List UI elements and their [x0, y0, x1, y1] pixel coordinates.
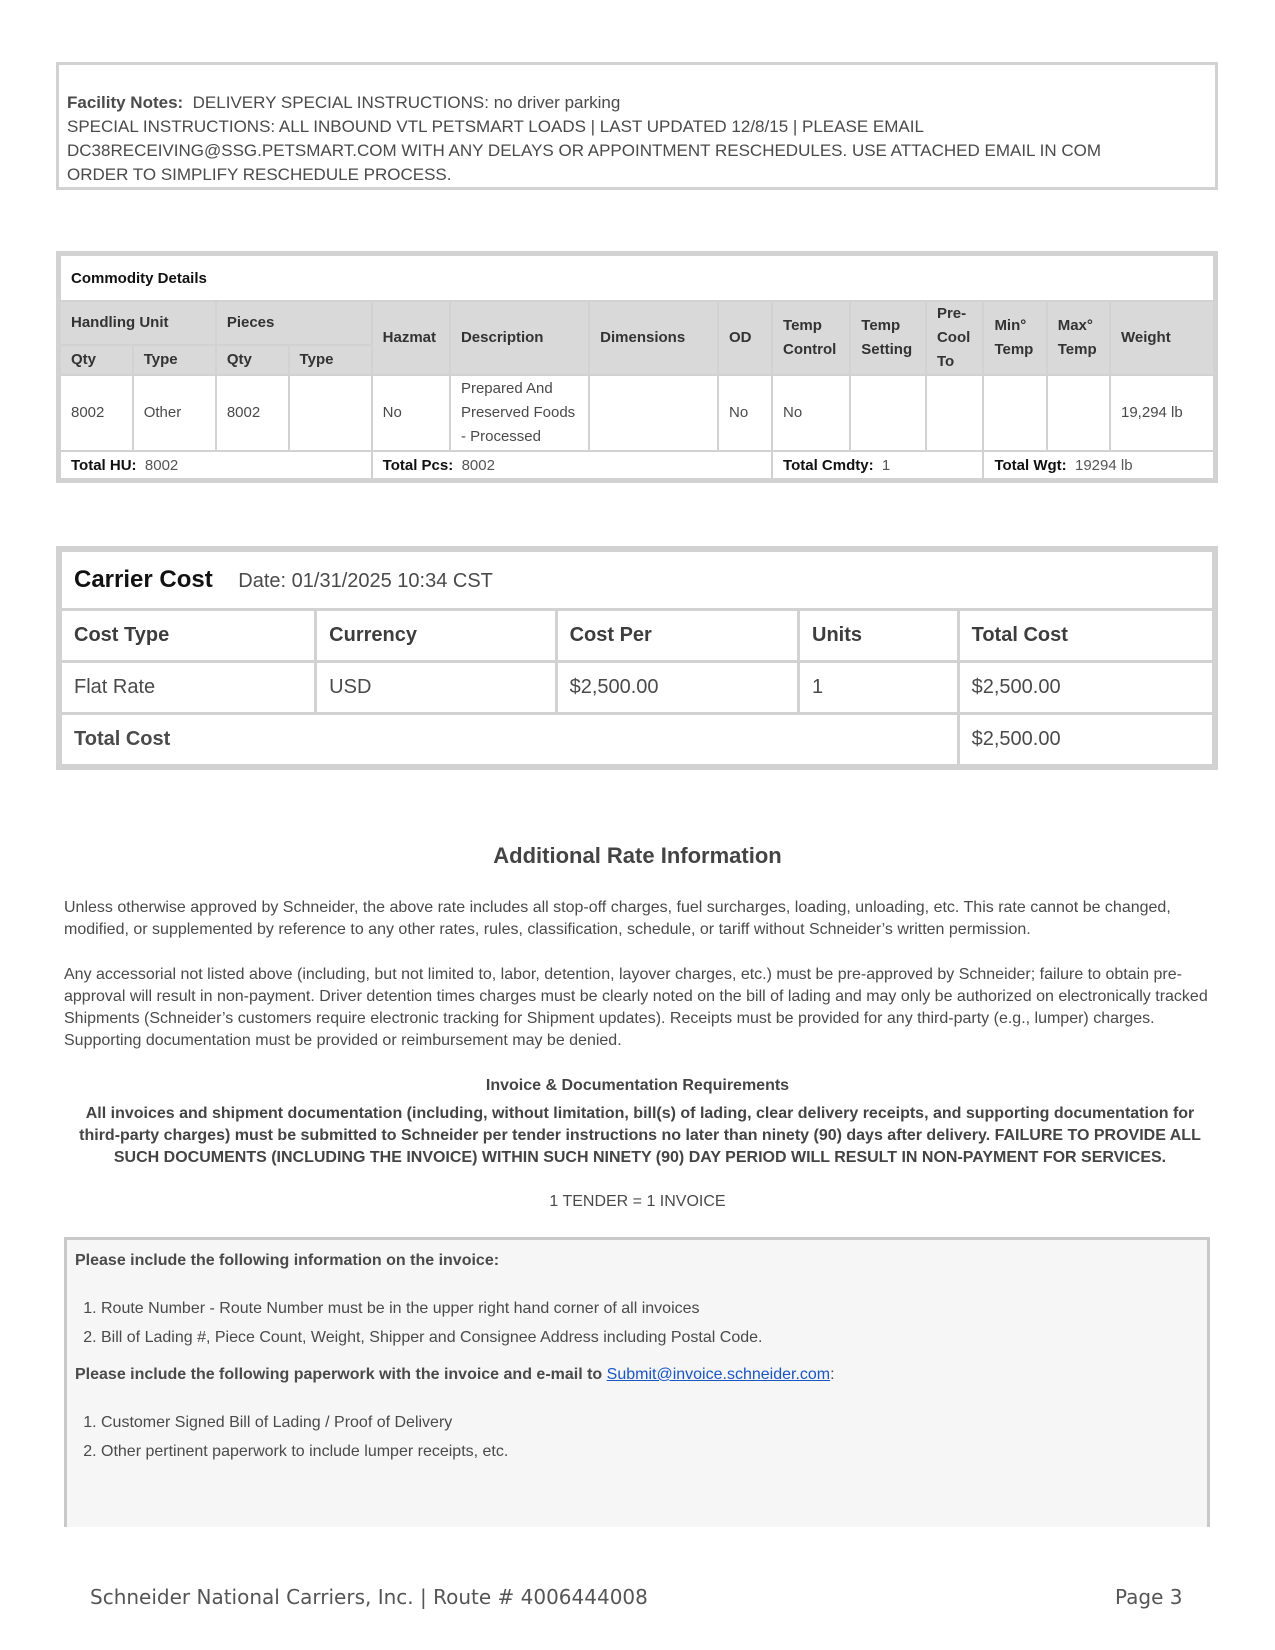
commodity-details [56, 251, 1218, 483]
header-min-temp: Min° Temp [983, 301, 1046, 375]
cell-od: No [718, 375, 772, 451]
cell-hu-type: Other [133, 375, 216, 451]
total-cmdty: Total Cmdty: 1 [772, 451, 983, 479]
commodity-title: Commodity Details [60, 255, 1214, 301]
facility-notes-line-4: ORDER TO SIMPLIFY RESCHEDULE PROCESS. [67, 165, 452, 184]
cell-max-temp [1047, 375, 1110, 451]
submit-email-link[interactable]: Submit@invoice.schneider.com [606, 1366, 831, 1383]
header-od: OD [718, 301, 772, 375]
header-pc-qty: Qty [216, 345, 289, 375]
cell-dimensions [589, 375, 718, 451]
footer-company-route: Schneider National Carriers, Inc. | Route # 4006444008 [90, 1585, 648, 1609]
header-pc-type: Type [289, 345, 372, 375]
invoice-info-box [64, 1237, 1210, 1527]
header-weight: Weight [1110, 301, 1214, 375]
facility-notes-label: Facility Notes: [67, 93, 184, 112]
header-hu-qty: Qty [60, 345, 133, 375]
header-pieces: Pieces [216, 301, 372, 345]
cell-temp-setting [850, 375, 926, 451]
cell-min-temp [983, 375, 1046, 451]
header-precool: Pre- Cool To [926, 301, 983, 375]
cell-cost-per: $2,500.00 [556, 662, 798, 714]
paperwork-heading: Please include the following paperwork with the invoice and e-mail to Submit@invoice.schneider.com: [75, 1366, 835, 1383]
col-cost-per: Cost Per [556, 610, 798, 662]
list-item: 2. Other pertinent paperwork to include lumper receipts, etc. [101, 1437, 1199, 1466]
col-total-cost: Total Cost [958, 610, 1213, 662]
carrier-cost-table [59, 549, 1215, 767]
totals-row [60, 451, 1214, 479]
header-dimensions: Dimensions [589, 301, 718, 375]
paperwork-list [75, 1408, 1199, 1466]
cell-hu-qty: 8002 [60, 375, 133, 451]
additional-rate-title: Additional Rate Information [493, 843, 782, 868]
invoice-info-heading: Please include the following information on the invoice: [75, 1252, 500, 1269]
cell-temp-control: No [772, 375, 850, 451]
list-item: 1. Customer Signed Bill of Lading / Proof of Delivery [101, 1408, 1199, 1437]
invoice-rule: 1 TENDER = 1 INVOICE [549, 1193, 726, 1210]
total-cost-value: $2,500.00 [958, 714, 1213, 766]
carrier-cost-date: Date: 01/31/2025 10:34 CST [238, 570, 493, 592]
total-cost-label: Total Cost [61, 714, 959, 766]
cell-total-cost: $2,500.00 [958, 662, 1213, 714]
list-item: 2. Bill of Lading #, Piece Count, Weight, Shipper and Consignee Address including Postal Code. [101, 1323, 1199, 1352]
list-item: 1. Route Number - Route Number must be in the upper right hand corner of all invoices [101, 1294, 1199, 1323]
header-hazmat: Hazmat [372, 301, 450, 375]
cell-units: 1 [799, 662, 959, 714]
cell-pc-qty: 8002 [216, 375, 289, 451]
col-units: Units [799, 610, 959, 662]
facility-notes-delivery: DELIVERY SPECIAL INSTRUCTIONS: no driver parking [192, 93, 621, 112]
total-wgt: Total Wgt: 19294 lb [983, 451, 1214, 479]
rate-paragraph-2: Any accessorial not listed above (including, but not limited to, labor, detention, layover charges, etc.) must be pre-approved by Schneider; failure to obtain pre-approval will result in non-payment. Driver detention times charges must be clearly noted on the bill of lading and may only be authorized on electronically tracked Shipments (Schneider’s customers require electronic tracking for Shipment updates). Receipts must be provided for any third-party (e.g., lumper) charges. Supporting documentation must be provided or reimbursement may be denied. [64, 966, 1208, 1049]
cell-cost-type: Flat Rate [61, 662, 316, 714]
carrier-cost-title: Carrier Cost [74, 566, 213, 593]
total-hu: Total HU: 8002 [60, 451, 372, 479]
cell-currency: USD [316, 662, 556, 714]
total-pcs: Total Pcs: 8002 [372, 451, 772, 479]
facility-notes-line-2: SPECIAL INSTRUCTIONS: ALL INBOUND VTL PETSMART LOADS | LAST UPDATED 12/8/15 | PLEASE EMAIL [67, 117, 924, 136]
rate-paragraph-1: Unless otherwise approved by Schneider, the above rate includes all stop-off charges, fuel surcharges, loading, unloading, etc. This rate cannot be changed, modified, or supplemented by reference to any other rates, rules, classification, schedule, or tariff without Schneider’s written permission. [64, 899, 1171, 938]
cell-description: Prepared And Preserved Foods - Processed [450, 375, 589, 451]
carrier-cost-header [61, 551, 1214, 610]
carrier-cost [56, 546, 1218, 770]
cell-precool [926, 375, 983, 451]
header-description: Description [450, 301, 589, 375]
header-temp-control: Temp Control [772, 301, 850, 375]
facility-notes-line-1 [67, 91, 1207, 115]
facility-notes-line-3: DC38RECEIVING@SSG.PETSMART.COM WITH ANY DELAYS OR APPOINTMENT RESCHEDULES. USE ATTACHED EMAIL IN COM [67, 141, 1101, 160]
col-currency: Currency [316, 610, 556, 662]
header-hu-type: Type [133, 345, 216, 375]
header-temp-setting: Temp Setting [850, 301, 926, 375]
header-max-temp: Max° Temp [1047, 301, 1110, 375]
invoice-info-list [75, 1294, 1199, 1352]
table-row [61, 662, 1214, 714]
cell-pc-type [289, 375, 372, 451]
commodity-table [59, 254, 1215, 480]
table-row [60, 375, 1214, 451]
footer-page-number: Page 3 [1115, 1585, 1183, 1609]
header-handling-unit: Handling Unit [60, 301, 216, 345]
col-cost-type: Cost Type [61, 610, 316, 662]
invoice-requirements-title: Invoice & Documentation Requirements [485, 1077, 790, 1094]
cell-weight: 19,294 lb [1110, 375, 1214, 451]
cell-hazmat: No [372, 375, 450, 451]
invoice-requirements-body: All invoices and shipment documentation (including, without limitation, bill(s) of lading, clear delivery receipts, and supporting documentation for third-party charges) must be submitted to Schneider per tender instructions no later than ninety (90) days after delivery. FAILURE TO PROVIDE ALL SUCH DOCUMENTS (INCLUDING THE INVOICE) WITHIN SUCH NINETY (90) DAY PERIOD WILL RESULT IN NON-PAYMENT FOR SERVICES. [79, 1105, 1201, 1166]
facility-notes [56, 62, 1218, 190]
